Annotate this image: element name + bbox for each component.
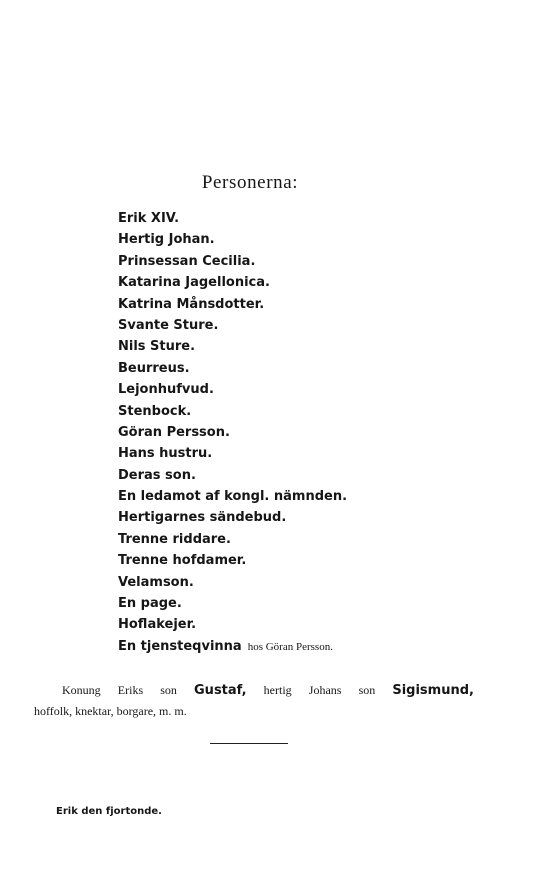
cast-item — [118, 229, 347, 250]
cast-item — [118, 294, 347, 315]
cast-item — [118, 251, 347, 272]
cast-item — [118, 593, 347, 614]
cast-name: Erik XIV. — [118, 211, 180, 226]
cast-name: Stenbock. — [118, 403, 192, 419]
footnote — [34, 680, 474, 722]
cast-item — [118, 422, 347, 443]
cast-item — [118, 572, 347, 593]
footnote-word: son — [160, 683, 177, 697]
cast-item — [118, 401, 347, 422]
cast-name: Prinsessan Cecilia. — [118, 253, 256, 269]
cast-item — [118, 336, 347, 357]
footnote-name-gustaf: Gustaf, — [194, 683, 247, 698]
cast-name: En tjensteqvinna — [118, 638, 242, 654]
cast-item — [118, 507, 347, 528]
cast-item — [118, 529, 347, 550]
cast-item — [118, 272, 347, 293]
cast-name: Beurreus. — [118, 360, 190, 376]
cast-name: En page. — [118, 596, 182, 612]
footnote-word: hertig — [263, 683, 292, 697]
cast-item — [118, 208, 347, 229]
cast-note: hos Göran Persson. — [247, 640, 333, 653]
cast-name: Svante Sture. — [118, 317, 219, 333]
cast-name: Hertigarnes sändebud. — [118, 510, 287, 526]
cast-name: Hoflakejer. — [118, 617, 197, 633]
section-divider — [210, 743, 288, 744]
footnote-word: Konung — [62, 683, 101, 697]
cast-name: Katarina Jagellonica. — [118, 275, 270, 291]
cast-name: Nils Sture. — [118, 339, 196, 355]
footnote-word: son — [358, 683, 376, 697]
cast-item — [118, 465, 347, 486]
cast-name: Trenne riddare. — [118, 531, 231, 547]
footnote-line-2: hoffolk, knektar, borgare, m. m. — [34, 704, 187, 718]
cast-name: Lejonhufvud. — [118, 382, 214, 398]
running-footer: Erik den fjortonde. — [56, 806, 162, 817]
cast-name: Hertig Johan. — [118, 232, 215, 248]
cast-name: Velamson. — [118, 574, 194, 590]
footnote-line-1 — [34, 680, 474, 701]
cast-name: Katrina Månsdotter. — [118, 296, 265, 312]
cast-name: En ledamot af kongl. nämnden. — [118, 489, 348, 505]
cast-name: Deras son. — [118, 467, 196, 483]
cast-name: Göran Persson. — [118, 424, 230, 440]
footnote-word: Johans — [308, 683, 342, 697]
cast-item — [118, 636, 347, 657]
cast-item — [118, 614, 347, 635]
cast-item — [118, 358, 347, 379]
cast-name: Trenne hofdamer. — [118, 553, 247, 569]
footnote-name-sigismund: Sigismund, — [392, 683, 474, 698]
cast-item — [118, 443, 347, 464]
cast-item — [118, 550, 347, 571]
cast-name: Hans hustru. — [118, 446, 213, 462]
page-title: Personerna: — [201, 172, 299, 193]
cast-item — [118, 315, 347, 336]
footnote-word: Eriks — [117, 683, 144, 697]
cast-item — [118, 486, 347, 507]
cast-item — [118, 379, 347, 400]
cast-list — [118, 208, 347, 657]
